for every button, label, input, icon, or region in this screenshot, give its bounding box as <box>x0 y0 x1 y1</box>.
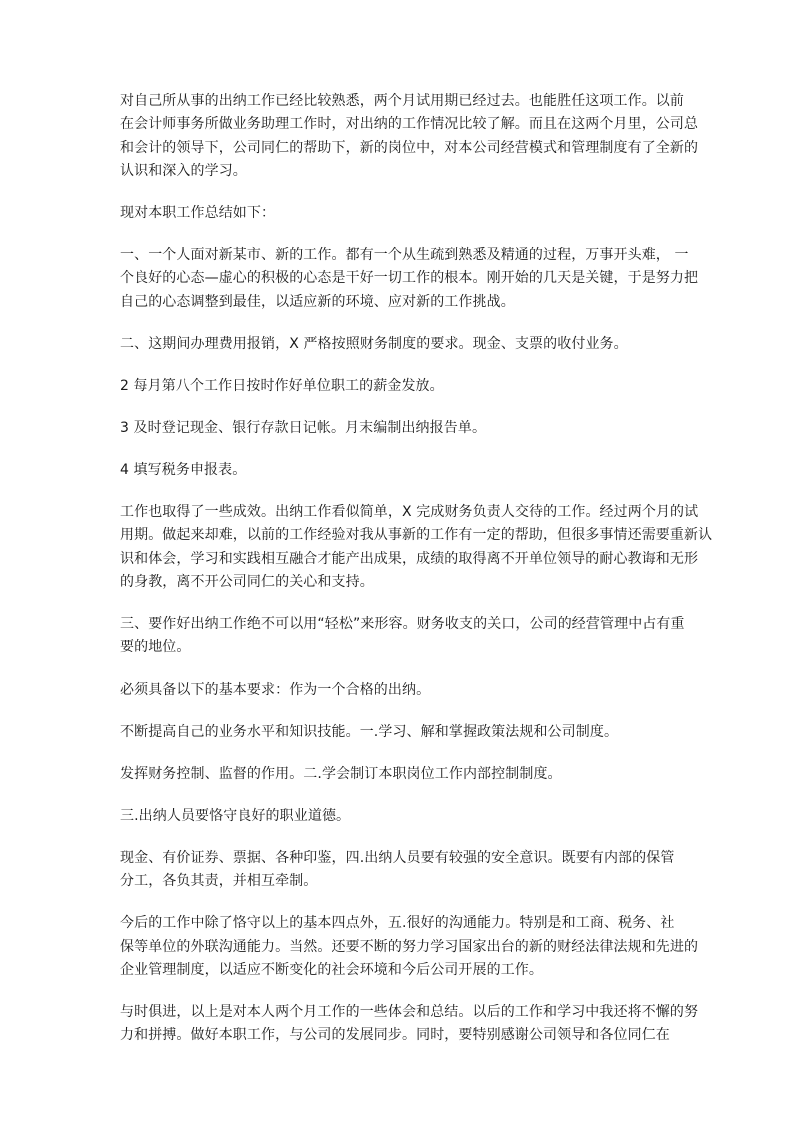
paragraph <box>120 202 680 225</box>
text-line: 必须具备以下的基本要求：作为一个合格的出纳。 <box>120 681 431 698</box>
text-line: 和会计的领导下，公司同仁的帮助下，新的岗位中，对本公司经营模式和管理制度有了全新的 <box>120 139 699 156</box>
paragraph <box>120 375 680 398</box>
document-page <box>120 90 713 1066</box>
text-line: 一、一个人面对新某市、新的工作。都有一个从生疏到熟悉及精通的过程，万事开头难， 一 <box>120 247 689 264</box>
text-line: 保等单位的外联沟通能力。当然。还要不断的努力学习国家出台的新的财经法律法规和先进的 <box>120 938 699 955</box>
text-line: 4 填写税务申报表。 <box>120 462 247 479</box>
paragraph <box>120 333 680 356</box>
text-line: 力和拼搏。做好本职工作，与公司的发展同步。同时，要特别感谢公司领导和各位同仁在 <box>120 1027 670 1044</box>
paragraph <box>120 805 680 828</box>
text-line: 在会计师事务所做业务助理工作时，对出纳的工作情况比较了解。而且在这两个月里，公司总 <box>120 116 699 133</box>
text-line: 现金、有价证券、票据、各种印鉴，四.出纳人员要有较强的安全意识。既要有内部的保管 <box>120 849 675 866</box>
text-line: 企业管理制度，以适应不断变化的社会环境和今后公司开展的工作。 <box>120 961 543 978</box>
paragraph <box>120 90 699 183</box>
text-line: 对自己所从事的出纳工作已经比较熟悉，两个月试用期已经过去。也能胜任这项工作。以前 <box>120 93 684 109</box>
paragraph <box>120 912 699 982</box>
text-line: 不断提高自己的业务水平和知识技能。一.学习、解和掌握政策法规和公司制度。 <box>120 723 619 740</box>
text-line: 分工，各负其责，并相互牵制。 <box>120 873 318 890</box>
paragraph <box>120 417 680 440</box>
text-line: 现对本职工作总结如下： <box>120 204 276 221</box>
text-line: 识和体会，学习和实践相互融合才能产出成果，成绩的取得离不开单位领导的耐心教诲和无形 <box>120 550 699 567</box>
text-line: 今后的工作中除了恪守以上的基本四点外，五.很好的沟通能力。特别是和工商、税务、社 <box>120 915 675 932</box>
text-line: 要的地位。 <box>120 639 191 656</box>
text-line: 工作也取得了一些成效。出纳工作看似简单，X 完成财务负责人交待的工作。经过两个月的试 <box>120 504 699 521</box>
paragraph <box>120 501 713 594</box>
paragraph <box>120 613 685 660</box>
text-line: 自己的心态调整到最佳，以适应新的环境、应对新的工作挑战。 <box>120 293 515 310</box>
text-line: 认识和深入的学习。 <box>120 162 247 179</box>
text-line: 的身教，离不开公司同仁的关心和支持。 <box>120 574 374 591</box>
text-line: 3 及时登记现金、银行存款日记帐。月末编制出纳报告单。 <box>120 419 487 436</box>
text-line: 发挥财务控制、监督的作用。二.学会制订本职岗位工作内部控制制度。 <box>120 765 562 782</box>
paragraph <box>120 679 680 702</box>
text-line: 与时俱进，以上是对本人两个月工作的一些体会和总结。以后的工作和学习中我还将不懈的努 <box>120 1003 699 1020</box>
text-line: 个良好的心态—虚心的积极的心态是干好一切工作的根本。刚开始的几天是关键，于是努力把 <box>120 270 699 287</box>
paragraph <box>120 459 680 482</box>
paragraph <box>120 244 699 314</box>
text-line: 用期。做起来却难，以前的工作经验对我从事新的工作有一定的帮助，但很多事情还需要重新认 <box>120 527 713 544</box>
text-line: 2 每月第八个工作日按时作好单位职工的薪金发放。 <box>120 377 444 394</box>
text-line: 三、要作好出纳工作绝不可以用“轻松”来形容。财务收支的关口，公司的经营管理中占有重 <box>120 616 685 633</box>
text-line: 三.出纳人员要恪守良好的职业道德。 <box>120 807 351 824</box>
text-line: 二、这期间办理费用报销，X 严格按照财务制度的要求。现金、支票的收付业务。 <box>120 335 628 352</box>
paragraph <box>120 763 680 786</box>
paragraph <box>120 1001 699 1048</box>
paragraph <box>120 847 680 894</box>
paragraph <box>120 721 680 744</box>
